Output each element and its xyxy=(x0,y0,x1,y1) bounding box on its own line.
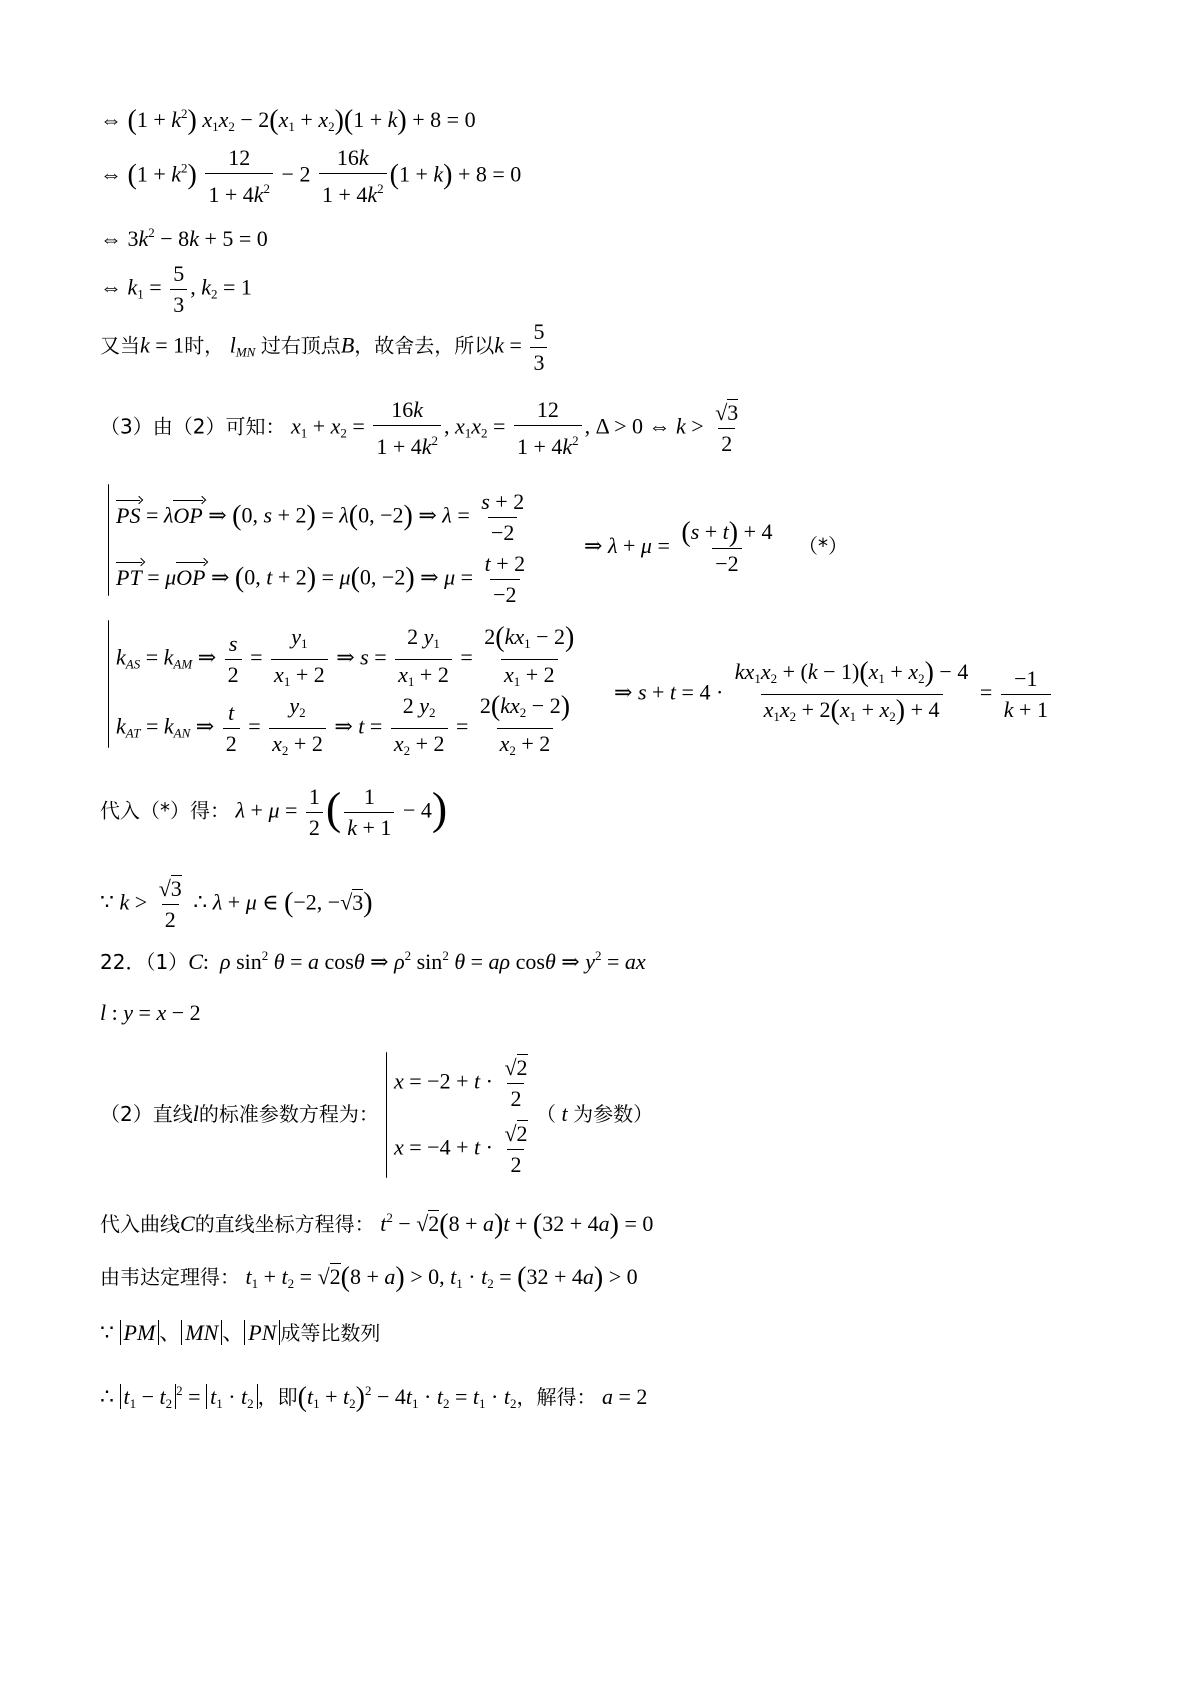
line-l-equation: l : y = x − 2 xyxy=(100,1000,201,1025)
equation-line-5: 又当k = 1时， $l_{MN}$ 过右顶点B，故舍去，所以k = $\frac{5}{3}$ xyxy=(100,320,550,375)
param-x2: x = −4 + t · $\frac{√2}{2}$ xyxy=(394,1121,528,1177)
solution-label-b: ，解得： xyxy=(516,1385,597,1409)
geometric-seq-line: ∵ PM 、 MN 、 PN 成等比数列 xyxy=(100,1320,381,1345)
problem-22-label: 22．（1） xyxy=(100,950,189,974)
param-note: （ t 为参数） xyxy=(536,1101,654,1126)
equation-line-1: ⇔ $(1 + k^2)$ $x_1x_2 - 2(x_1 + x_2)(1 + k) + 8 = 0$ xyxy=(100,105,476,136)
equation-line-4: ⇔ $k_1$ = $\frac{5}{3}$ , $k_2 = 1$ xyxy=(100,261,252,317)
substitute-curve-line: 代入曲线C的直线坐标方程得： $t^2 - √2(8 + a)t + (32 + 4a) = 0$ xyxy=(100,1209,654,1240)
equation-k-at: $k_{AT} = k_{AN}$ ⇒ $\frac{t}{2}$ = $\frac{y_2}{x_2 + 2}$ ⇒ t = $\frac{2 y_2}{x_2 + 2}$ = $\frac{2(kx_2 - 2)}{x_2 + 2}$ xyxy=(116,694,576,763)
substitute-curve-label-b: 的直线坐标方程得： xyxy=(194,1212,375,1236)
text-passes-vertex: 过右顶点 xyxy=(260,333,341,358)
vieta-line: 由韦达定理得： $t_1 + t_2 = √2(8 + a) > 0$, $t_1 \cdot t_2 = (32 + 4a) > 0$ xyxy=(100,1262,638,1293)
vector-system-brace xyxy=(108,484,109,596)
equation-s-plus-t: ⇒ s + t = 4 · $\frac{kx_1x_2 + (k - 1)(x_1 + x_2) - 4}{x_1x_2 + 2(x_1 + x_2) + 4}$ = $\frac{-1}{k + 1}$ xyxy=(614,660,1054,729)
text-discard: ，故舍去，所以 xyxy=(354,333,495,358)
param-system-brace xyxy=(386,1052,387,1178)
problem-22-part-1: 22．（1）C: ρ $\sin^2 \theta = a$ cosθ ⇒ $\rho^2$ $\sin^2 \theta = a\rho$ cosθ ⇒ $y^2$ = ax xyxy=(100,948,646,974)
param-note-text: 为参数） xyxy=(573,1102,654,1126)
equation-range: ∵ k > $\frac{√3}{2}$ ∴ λ + μ ∈ (−2, −√3) xyxy=(100,876,373,932)
substitute-label: 代入（*）得： xyxy=(100,798,230,823)
equation-substitute: 代入（*）得： λ + μ = $\frac{1}{2}$ ( $\frac{1}{k + 1}$ − 4) xyxy=(100,782,448,840)
param-eq-label: 的标准参数方程为： xyxy=(198,1102,379,1126)
equation-ps: PS = λOP ⇒ (0, s + 2) = λ(0, −2) ⇒ λ = $\frac{s + 2}{-2}$ xyxy=(116,489,525,545)
param-note-open: （ xyxy=(536,1102,556,1126)
vieta-label: 由韦达定理得： xyxy=(100,1265,240,1289)
text-again-when: 又当 xyxy=(100,333,140,358)
star-mark: （*） xyxy=(798,534,849,559)
part-2-label: （2）直线 xyxy=(100,1102,193,1126)
part-3-label: （3）由（2）可知： xyxy=(100,414,286,439)
equation-line-6: （3）由（2）可知： $x_1 + x_2$ = $\frac{16k}{1 + 4k^2}$ , $x_1x_2$ = $\frac{12}{1 + 4k^2}$ , Δ > 0 ⇔ k > $\frac{√3}{2}$ xyxy=(100,397,739,459)
equation-line-2: ⇔ $(1 + k^2)$ $\frac{12}{1 + 4k^2}$ − 2 $\frac{16k}{1 + 4k^2}$ (1 + k) + 8 = 0 xyxy=(100,145,522,207)
equation-line-3: ⇔ $3k^2 - 8k + 5 = 0$ xyxy=(100,225,268,251)
param-x1: x = −2 + t · $\frac{√2}{2}$ xyxy=(394,1055,528,1111)
text-when: 时， xyxy=(184,333,225,358)
geometric-seq-label: 成等比数列 xyxy=(280,1321,381,1345)
equation-pt: PT = μOP ⇒ (0, t + 2) = μ(0, −2) ⇒ μ = $\frac{t + 2}{-2}$ xyxy=(116,551,526,607)
equation-lambda-mu: ⇒ λ + μ = $\frac{(s + t) + 4}{-2}$ （*） xyxy=(584,517,849,576)
part-2-label-line: （2）直线l的标准参数方程为： xyxy=(100,1101,379,1126)
substitute-curve-label-a: 代入曲线 xyxy=(100,1212,180,1236)
slope-system-brace xyxy=(108,620,109,748)
solution-label-a: ，即 xyxy=(257,1385,298,1409)
equation-k-as: $k_{AS} = k_{AM}$ ⇒ $\frac{s}{2}$ = $\frac{y_1}{x_1 + 2}$ ⇒ s = $\frac{2 y_1}{x_1 + 2}$ = $\frac{2(kx_1 - 2)}{x_1 + 2}$ xyxy=(116,625,580,694)
solution-line: ∴ $t_1 - t_2^2 = t_1 \cdot t_2$ ，即$(t_1 + t_2)^2 - 4t_1 \cdot t_2 = t_1 \cdot t_2$，解得： a = 2 xyxy=(100,1382,648,1413)
